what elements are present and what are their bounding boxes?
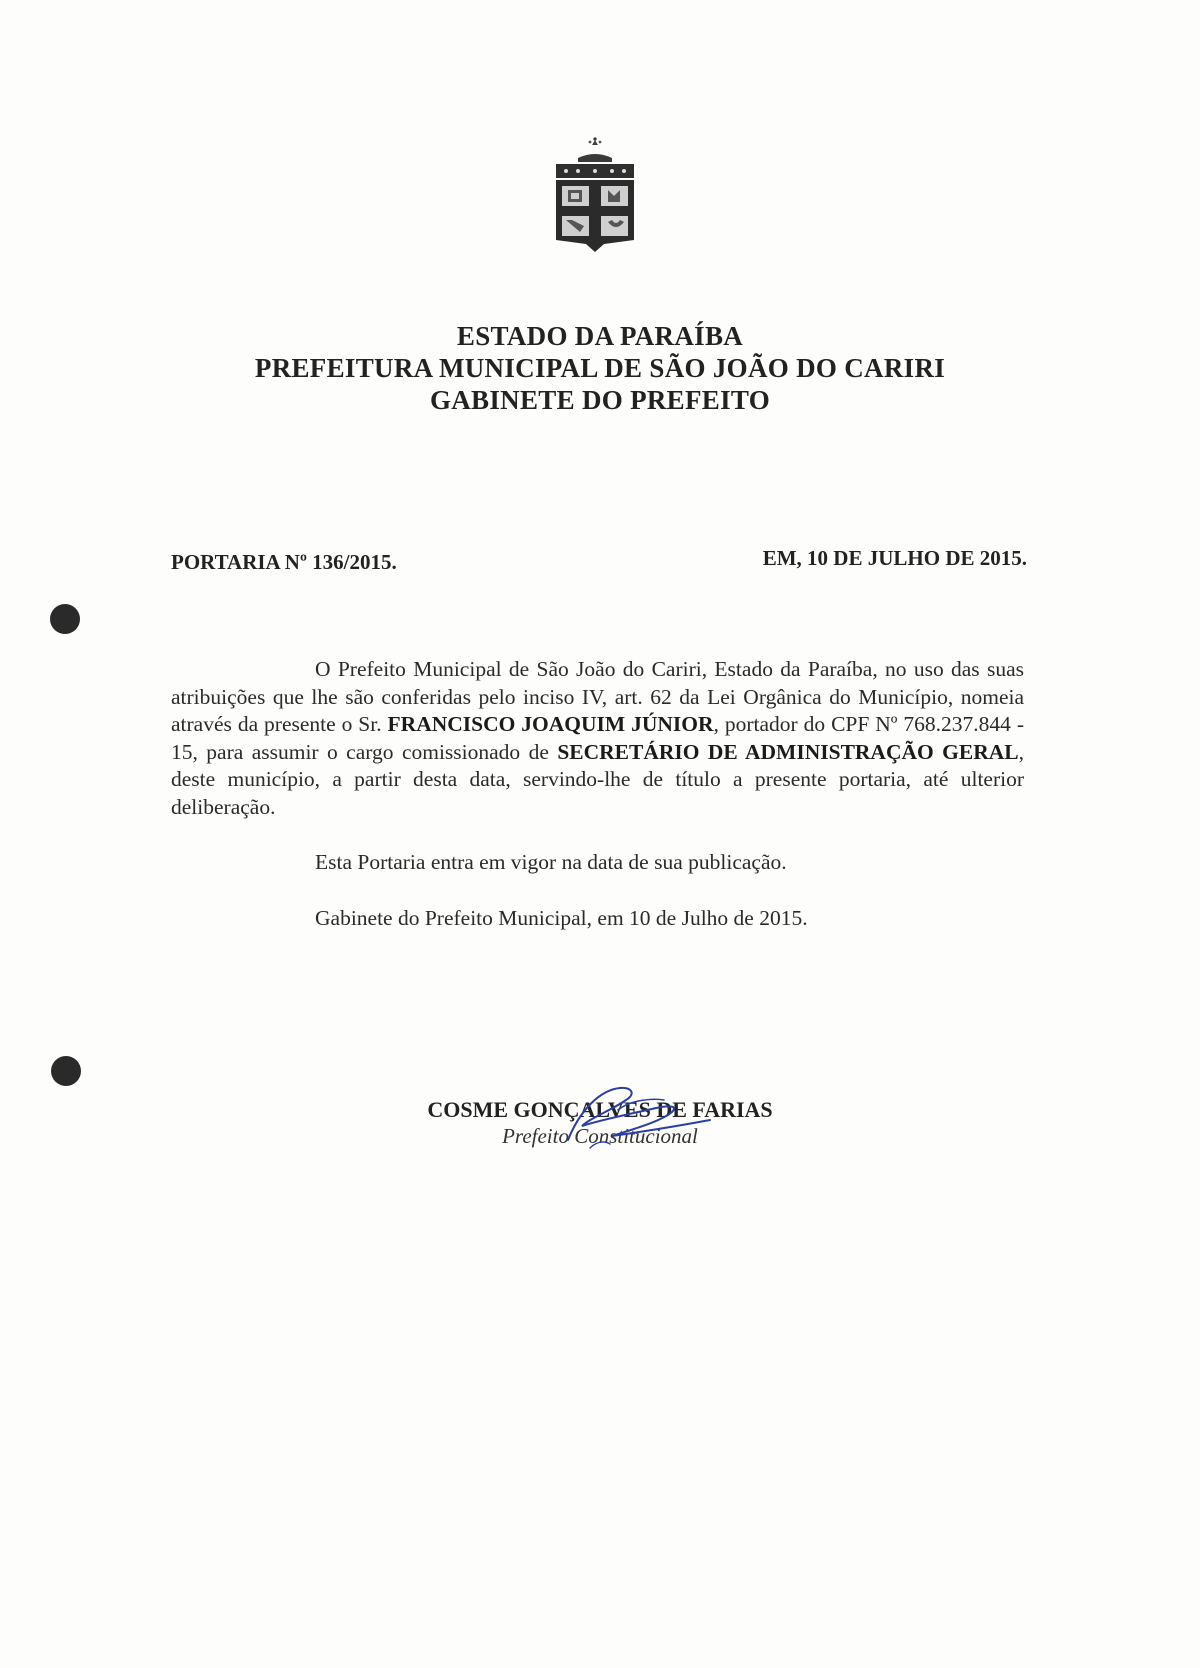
effective-paragraph: Esta Portaria entra em vigor na data de sua publicação. [315,850,787,874]
appointment-paragraph [171,656,1024,821]
handwritten-signature-icon [560,1070,720,1155]
punch-hole-top [50,604,80,634]
punch-hole-bottom [51,1056,81,1086]
appointed-role: SECRETÁRIO DE ADMINISTRAÇÃO GERAL [557,739,1019,764]
appointee-name: FRANCISCO JOAQUIM JÚNIOR [387,712,714,736]
paragraph-text: , deste município, a partir desta data, servindo-lhe de título a presente portaria, até ulterior deliberação. [171,739,1024,819]
office-date-paragraph: Gabinete do Prefeito Municipal, em 10 de Julho de 2015. [315,906,808,930]
header-office: GABINETE DO PREFEITO [429,385,771,415]
signatory-name: COSME GONÇALVES DE FARIAS [427,1097,773,1122]
portaria-number: PORTARIA Nº 136/2015. [171,550,397,574]
signatory-title: Prefeito Constitucional [502,1124,698,1148]
paragraph-text: O Prefeito Municipal de São João do Cariri, Estado da Paraíba, no uso das suas atribuições que lhe são conferidas pelo inciso IV, art. 62 da Lei Orgânica do Município, nomeia através da presente o Sr. [171,657,1024,736]
header-state: ESTADO DA PARAÍBA [456,321,744,351]
paragraph-text: , portador do CPF Nº 768.237.844 - 15, para assumir o cargo comissionado de [171,712,1024,764]
portaria-date: EM, 10 DE JULHO DE 2015. [762,546,1027,570]
municipal-crest-icon [548,136,642,260]
header-municipality: PREFEITURA MUNICIPAL DE SÃO JOÃO DO CARIRI [254,353,946,383]
